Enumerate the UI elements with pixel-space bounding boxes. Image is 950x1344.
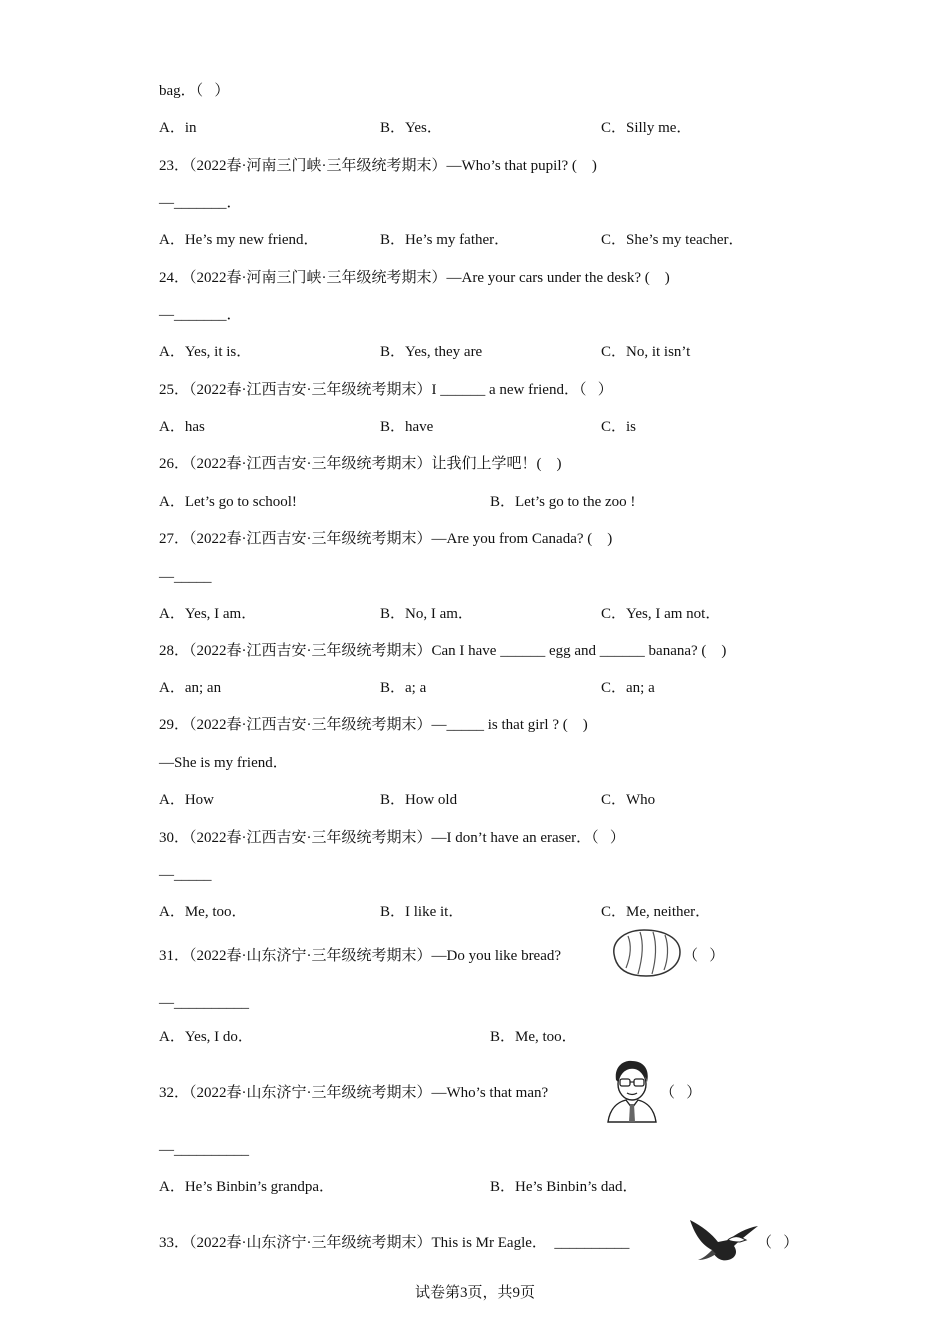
question-30-blank: —_____ [159, 867, 212, 883]
question-23-option-a: A．He’s my new friend． [159, 232, 319, 248]
question-27-option-b: B．No, I am． [380, 606, 473, 622]
question-31-option-b: B．Me, too． [490, 1029, 577, 1045]
question-28-stem: 28．（2022春·江西吉安·三年级统考期末）Can I have ______ egg and ______ banana? ( ) [159, 643, 727, 659]
question-23-blank: —_______． [159, 195, 242, 211]
question-33-stem: 33．（2022春·山东济宁·三年级统考期末）This is Mr Eagle． __________ [159, 1235, 630, 1251]
question-24-option-b: B．Yes, they are [380, 344, 483, 360]
question-32-option-a: A．He’s Binbin’s grandpa． [159, 1179, 334, 1195]
question-29-option-b: B．How old [380, 792, 458, 808]
question-24-option-a: A．Yes, it is． [159, 344, 252, 360]
question-28-option-c: C．an; a [601, 680, 655, 696]
question-29-option-c: C．Who [601, 792, 656, 808]
question-32-blank: —__________ [159, 1142, 249, 1158]
question-33-answer-paren: （ ） [757, 1235, 799, 1251]
page-footer: 试卷第3页，共9页 [414, 1285, 535, 1301]
question-30-stem: 30．（2022春·江西吉安·三年级统考期末）—I don’t have an eraser．（ ） [159, 830, 625, 846]
question-27-stem: 27．（2022春·江西吉安·三年级统考期末）—Are you from Canada? ( ) [159, 531, 613, 547]
question-26-option-b: B．Let’s go to the zoo ! [490, 494, 636, 510]
question-31-answer-paren: （ ） [683, 948, 725, 964]
question-30-option-a: A．Me, too． [159, 904, 247, 920]
option-a: A．in [159, 120, 197, 136]
question-continuation: bag．（ ） [159, 83, 230, 99]
question-29-option-a: A．How [159, 792, 214, 808]
question-30-option-c: C．Me, neither． [601, 904, 711, 920]
question-27-option-a: A．Yes, I am． [159, 606, 257, 622]
question-25-stem: 25．（2022春·江西吉安·三年级统考期末）I ______ a new friend．（ ） [159, 382, 613, 398]
question-31-option-a: A．Yes, I do． [159, 1029, 253, 1045]
question-32-option-b: B．He’s Binbin’s dad． [490, 1179, 638, 1195]
option-b: B．Yes． [380, 120, 442, 136]
question-24-stem: 24．（2022春·河南三门峡·三年级统考期末）—Are your cars under the desk? ( ) [159, 270, 670, 286]
question-28-option-b: B．a; a [380, 680, 427, 696]
question-29-answer: —She is my friend． [159, 755, 288, 771]
question-25-option-a: A．has [159, 419, 205, 435]
question-26-option-a: A．Let’s go to school! [159, 494, 297, 510]
question-25-option-c: C．is [601, 419, 637, 435]
bread-icon [608, 924, 684, 980]
question-23-option-b: B．He’s my father． [380, 232, 510, 248]
question-27-option-c: C．Yes, I am not． [601, 606, 721, 622]
eagle-icon [688, 1216, 760, 1264]
question-32-stem: 32．（2022春·山东济宁·三年级统考期末）—Who’s that man? [159, 1085, 549, 1101]
question-25-option-b: B．have [380, 419, 434, 435]
question-24-option-c: C．No, it isn’t [601, 344, 691, 360]
question-23-stem: 23．（2022春·河南三门峡·三年级统考期末）—Who’s that pupil? ( ) [159, 158, 597, 174]
question-28-option-a: A．an; an [159, 680, 222, 696]
question-29-stem: 29．（2022春·江西吉安·三年级统考期末）—_____ is that girl ? ( ) [159, 717, 588, 733]
option-c: C．Silly me． [601, 120, 692, 136]
question-27-blank: —_____ [159, 569, 212, 585]
question-26-stem: 26．（2022春·江西吉安·三年级统考期末）让我们上学吧！( ) [159, 456, 562, 472]
man-portrait-icon [602, 1058, 660, 1124]
question-30-option-b: B．I like it． [380, 904, 464, 920]
question-32-answer-paren: （ ） [660, 1085, 702, 1101]
question-31-stem: 31．（2022春·山东济宁·三年级统考期末）—Do you like bread? [159, 948, 562, 964]
question-31-blank: —__________ [159, 995, 249, 1011]
question-23-option-c: C．She’s my teacher． [601, 232, 744, 248]
question-24-blank: —_______． [159, 307, 242, 323]
